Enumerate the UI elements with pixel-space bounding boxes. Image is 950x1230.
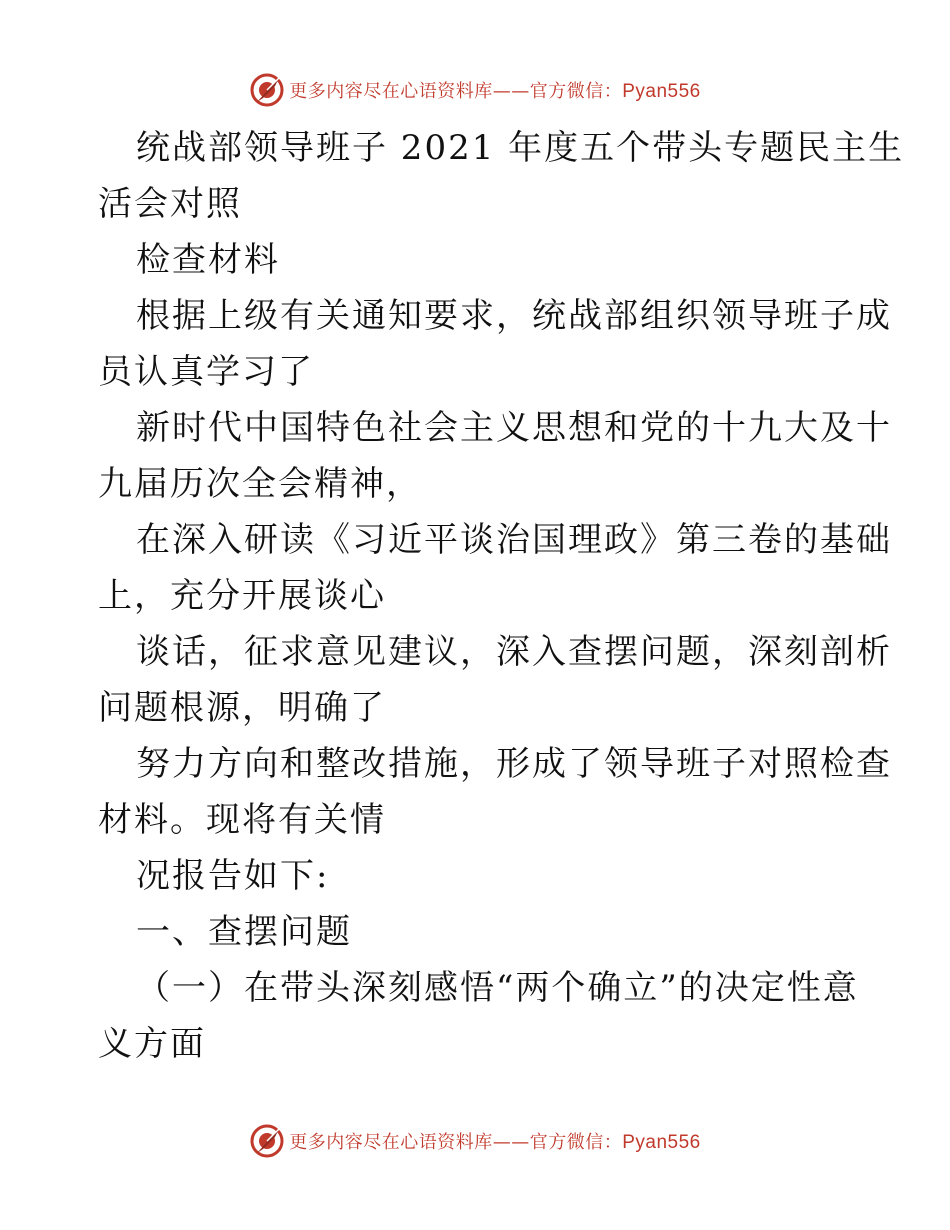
watermark-id: Pyan556 [622,1132,701,1153]
text-line: 员认真学习了 [98,352,314,392]
watermark-label: 官方微信： [529,81,623,102]
watermark-brand: 更多内容尽在心语资料库 [289,1132,493,1153]
text-line: 检查材料 [136,240,280,280]
watermark-label: 官方微信： [529,1132,623,1153]
text-line: 上，充分开展谈心 [98,576,386,616]
text-line: 问题根源，明确了 [98,688,386,728]
text-line: 在深入研读《习近平谈治国理政》第三卷的基础 [136,520,892,560]
watermark-header [0,70,950,110]
quill-logo-icon [249,1123,285,1159]
watermark-dash: —— [492,81,530,102]
text-line: 材料。现将有关情 [98,800,386,840]
document-body [98,120,905,1072]
text-line: 谈话，征求意见建议，深入查摆问题，深刻剖析 [136,632,892,672]
text-line: 努力方向和整改措施，形成了领导班子对照检查 [136,744,892,784]
text-line: 新时代中国特色社会主义思想和党的十九大及十 [136,408,892,448]
watermark-text [289,1128,701,1154]
quill-logo-icon [249,72,285,108]
watermark-dash: —— [492,1132,530,1153]
text-line: 统战部领导班子 2021 年度五个带头专题民主生 [136,128,905,168]
text-line: 义方面 [98,1024,206,1064]
text-line: 九届历次全会精神， [98,464,422,504]
watermark-text [289,77,701,103]
watermark-footer [0,1121,950,1161]
watermark-brand: 更多内容尽在心语资料库 [289,81,493,102]
text-line: （一）在带头深刻感悟“两个确立”的决定性意 [136,968,859,1008]
watermark-id: Pyan556 [622,81,701,102]
text-line: 一、查摆问题 [136,912,352,952]
text-line: 根据上级有关通知要求，统战部组织领导班子成 [136,296,892,336]
text-line: 活会对照 [98,184,242,224]
text-line: 况报告如下: [136,856,330,896]
